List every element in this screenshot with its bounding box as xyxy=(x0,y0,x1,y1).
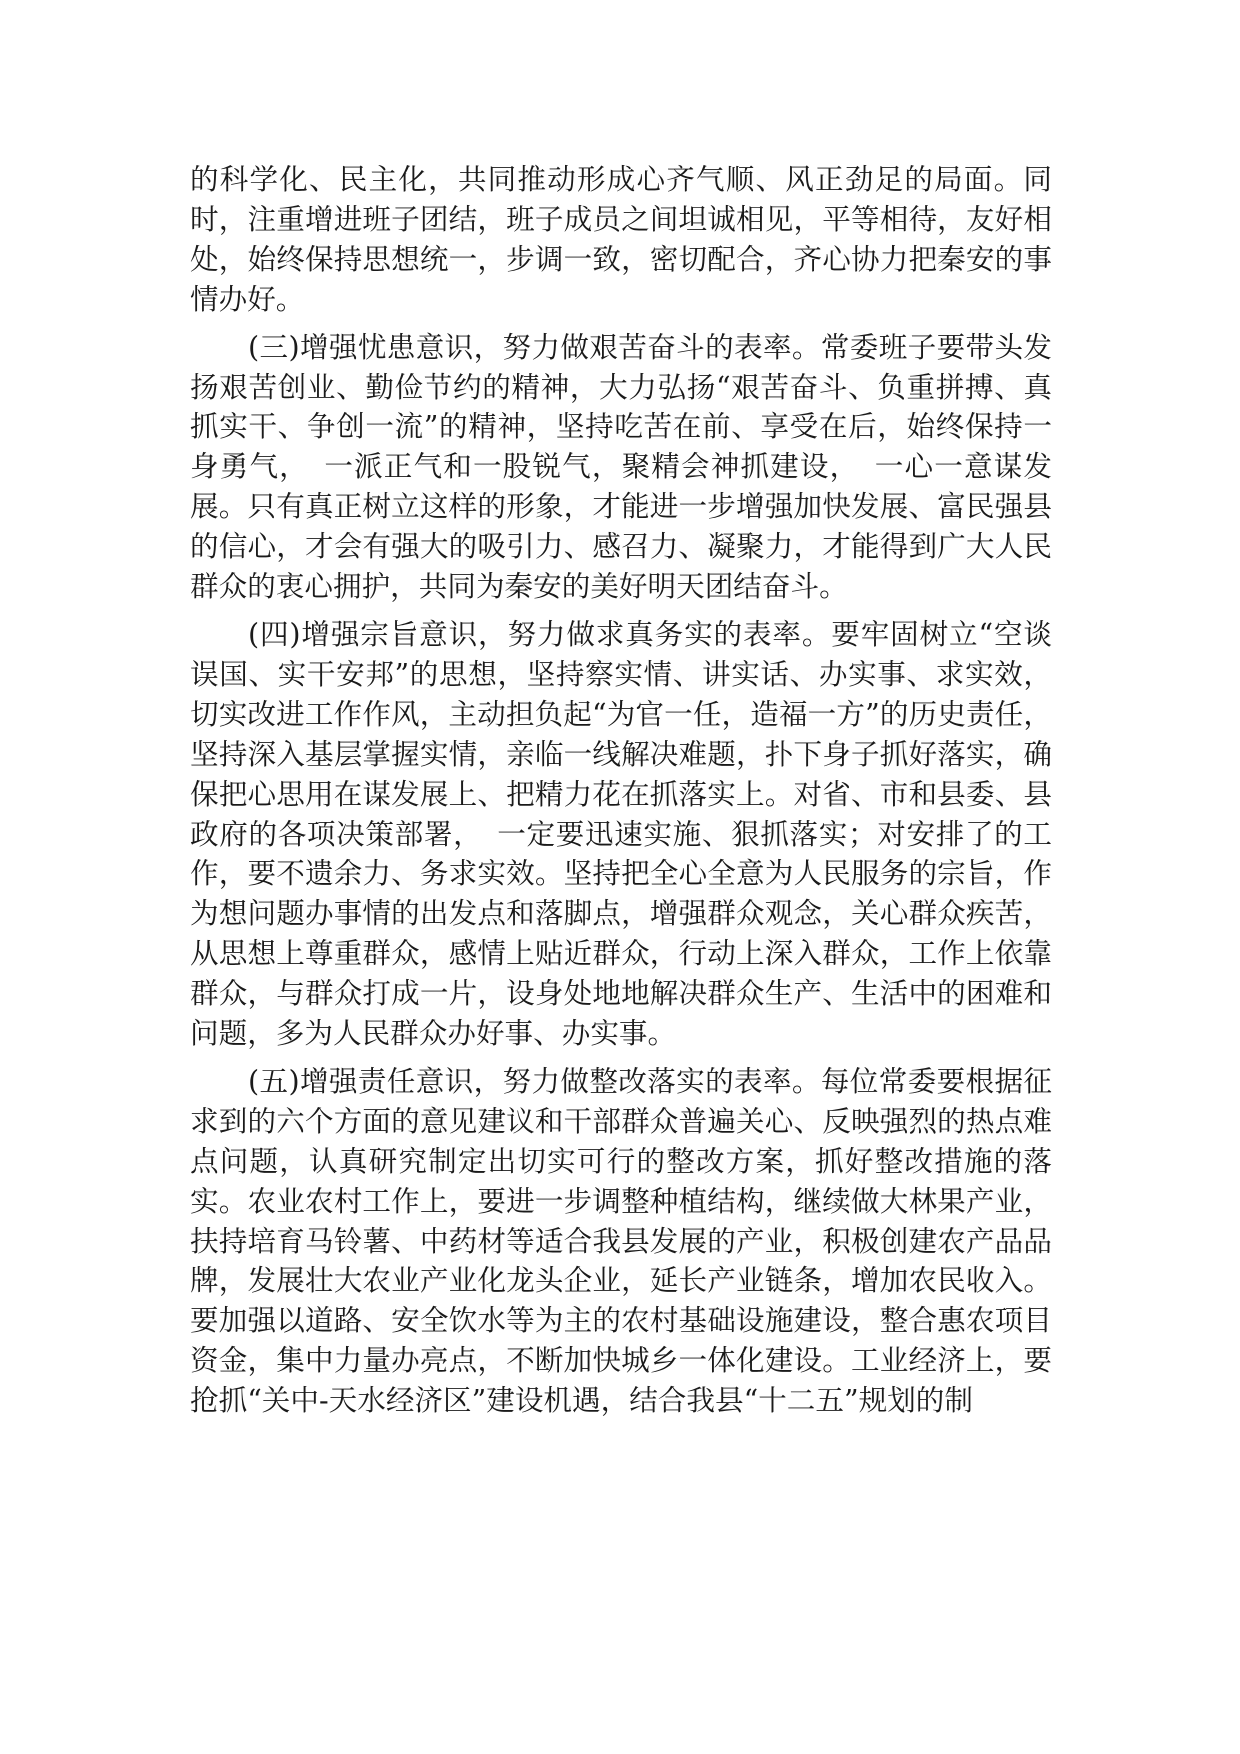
paragraph-section-three: (三)增强忧患意识，努力做艰苦奋斗的表率。常委班子要带头发扬艰苦创业、勤俭节约的精神，大力弘扬“艰苦奋斗、负重拼搏、真抓实干、争创一流”的精神，坚持吃苦在前、享受在后，始终保持一身勇气， 一派正气和一股锐气，聚精会神抓建设， 一心一意谋发展。只有真正树立这样的形象，才能进一步增强加快发展、富民强县的信心，才会有强大的吸引力、感召力、凝聚力，才能得到广大人民群众的衷心拥护，共同为秦安的美好明天团结奋斗。 xyxy=(190,329,1052,604)
paragraph-section-four: (四)增强宗旨意识，努力做求真务实的表率。要牢固树立“空谈误国、实干安邦”的思想，坚持察实情、讲实话、办实事、求实效，切实改进工作作风，主动担负起“为官一任，造福一方”的历史责任，坚持深入基层掌握实情，亲临一线解决难题，扑下身子抓好落实，确保把心思用在谋发展上、把精力花在抓落实上。对省、市和县委、县政府的各项决策部署， 一定要迅速实施、狠抓落实；对安排了的工作，要不遗余力、务求实效。坚持把全心全意为人民服务的宗旨，作为想问题办事情的出发点和落脚点，增强群众观念，关心群众疾苦，从思想上尊重群众，感情上贴近群众，行动上深入群众，工作上依靠群众，与群众打成一片，设身处地地解决群众生产、生活中的困难和问题，多为人民群众办好事、办实事。 xyxy=(190,616,1052,1051)
body-text xyxy=(190,160,1052,1421)
paragraph-continuation: 的科学化、民主化，共同推动形成心齐气顺、风正劲足的局面。同时，注重增进班子团结，班子成员之间坦诚相见，平等相待，友好相处，始终保持思想统一，步调一致，密切配合，齐心协力把秦安的事情办好。 xyxy=(190,162,1052,316)
paragraph-section-five: (五)增强责任意识，努力做整改落实的表率。每位常委要根据征求到的六个方面的意见建议和干部群众普遍关心、反映强烈的热点难点问题，认真研究制定出切实可行的整改方案，抓好整改措施的落实。农业农村工作上，要进一步调整种植结构，继续做大林果产业，扶持培育马铃薯、中药材等适合我县发展的产业，积极创建农产品品牌，发展壮大农业产业化龙头企业，延长产业链条，增加农民收入。要加强以道路、安全饮水等为主的农村基础设施建设，整合惠农项目资金，集中力量办亮点，不断加快城乡一体化建设。工业经济上，要抢抓“关中-天水经济区”建设机遇，结合我县“十二五”规划的制 xyxy=(190,1063,1052,1418)
